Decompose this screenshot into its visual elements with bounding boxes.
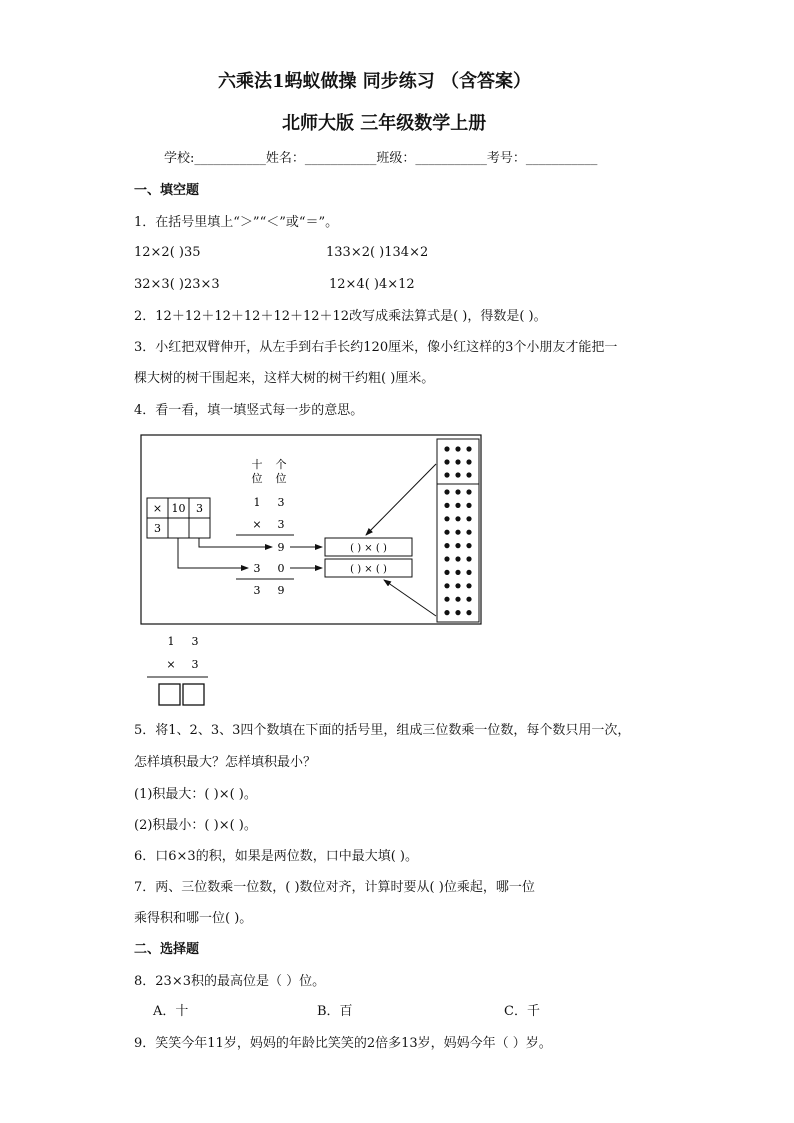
dot-bottom (444, 543, 449, 548)
dot-top (444, 472, 449, 477)
dot-bottom (466, 530, 471, 535)
result-tens: 3 (253, 584, 261, 597)
q5-line-2: 怎样填积最大？怎样填积最小？ (134, 755, 317, 770)
dot-bottom (444, 556, 449, 561)
dot-bottom (455, 570, 460, 575)
arrow-grid-to-30 (178, 538, 248, 568)
mini-multiplicand-tens: 1 (167, 635, 175, 648)
dot-top (444, 446, 449, 451)
arrow-grid-to-9 (199, 538, 272, 547)
arrow-dots-top-to-box1 (366, 464, 436, 535)
mini-answer-box-ones[interactable] (183, 684, 204, 705)
dot-bottom (455, 543, 460, 548)
q2-text[interactable]: 2．12＋12＋12＋12＋12＋12＋12改写成乘法算式是( )，得数是( )。 (134, 309, 547, 324)
dot-bottom (455, 597, 460, 602)
multiplier-sign: × (252, 518, 262, 531)
q5-answer-max[interactable]: (1)积最大：( )×( )。 (134, 787, 257, 802)
dot-bottom (444, 516, 449, 521)
dot-bottom (466, 610, 471, 615)
dot-top (466, 472, 471, 477)
page-title: 六乘法1蚂蚁做操 同步练习 （含答案） (218, 71, 532, 92)
section-heading-fill: 一、填空题 (134, 183, 200, 198)
dot-bottom (455, 610, 460, 615)
dot-bottom (444, 530, 449, 535)
q8-option-c[interactable]: C．千 (504, 1004, 540, 1019)
q1-item-2[interactable]: 133×2( )134×2 (326, 245, 429, 260)
ones-place-label-1: 个 (275, 458, 287, 471)
dot-top (466, 459, 471, 464)
multiplier-digit: 3 (277, 518, 285, 531)
dot-bottom (444, 489, 449, 494)
grid-one: 3 (196, 502, 203, 515)
multiplicand-tens: 1 (253, 496, 261, 509)
mini-multiplier-sign: × (166, 658, 176, 671)
dot-bottom (444, 503, 449, 508)
dot-bottom (466, 489, 471, 494)
page-subtitle: 北师大版 三年级数学上册 (282, 113, 487, 134)
q1-item-4[interactable]: 12×4( )4×12 (329, 277, 415, 292)
student-info-line[interactable]: 学校:___________姓名：___________班级：___________考号：___________ (164, 151, 598, 166)
dot-top (455, 472, 460, 477)
dot-bottom (466, 597, 471, 602)
q7-line-2[interactable]: 乘得积和哪一位( )。 (134, 911, 253, 926)
dot-top (455, 459, 460, 464)
q3-line-1: 3．小红把双臂伸开，从左手到右手长约120厘米，像小红这样的3个小朋友才能把一 (134, 340, 618, 355)
dot-bottom (466, 503, 471, 508)
result-ones: 9 (277, 584, 285, 597)
dot-bottom (466, 583, 471, 588)
q7-line-1[interactable]: 7．两、三位数乘一位数，( )数位对齐，计算时要从( )位乘起，哪一位 (134, 880, 535, 895)
mini-multiplier-digit: 3 (191, 658, 199, 671)
dot-bottom (466, 543, 471, 548)
dot-bottom (455, 489, 460, 494)
dot-top (455, 446, 460, 451)
dot-bottom (466, 570, 471, 575)
q6-text[interactable]: 6．口6×3的积，如果是两位数，口中最大填( )。 (134, 849, 418, 864)
arrow-dots-bottom-to-box2 (384, 580, 436, 616)
multiplicand-ones: 3 (277, 496, 285, 509)
mini-answer-box-tens[interactable] (159, 684, 180, 705)
q1-item-3[interactable]: 32×3( )23×3 (134, 277, 220, 292)
section-heading-choice: 二、选择题 (134, 942, 200, 957)
dot-bottom (444, 583, 449, 588)
dot-bottom (455, 503, 460, 508)
answer-box-2-text: ( ) × ( ) (350, 564, 387, 575)
dot-bottom (455, 556, 460, 561)
dot-bottom (466, 516, 471, 521)
dot-bottom (444, 570, 449, 575)
grid-multiplier: 3 (154, 522, 161, 535)
q1-text: 1．在括号里填上“＞”“＜”或“＝”。 (134, 215, 339, 230)
dot-array-panel (437, 439, 479, 622)
q9-text: 9．笑笑今年11岁，妈妈的年龄比笑笑的2倍多13岁，妈妈今年（ ）岁。 (134, 1036, 552, 1051)
q5-answer-min[interactable]: (2)积最小：( )×( )。 (134, 818, 257, 833)
q8-text: 8．23×3积的最高位是（ ）位。 (134, 974, 326, 989)
q1-item-1[interactable]: 12×2( )35 (134, 245, 201, 260)
tens-place-label-1: 十 (251, 458, 263, 471)
ones-place-label-2: 位 (275, 472, 287, 485)
dot-top (444, 459, 449, 464)
q5-line-1: 5．将1、2、3、3四个数填在下面的括号里，组成三位数乘一位数，每个数只用一次， (134, 723, 631, 738)
q4-text: 4．看一看，填一填竖式每一步的意思。 (134, 403, 364, 418)
q3-line-2[interactable]: 棵大树的树干围起来，这样大树的树干约粗( )厘米。 (134, 371, 435, 386)
mini-vertical-calc (145, 633, 210, 709)
tens-place-label-2: 位 (251, 472, 263, 485)
answer-box-1-text: ( ) × ( ) (350, 543, 387, 554)
dot-top (466, 446, 471, 451)
q8-option-a[interactable]: A．十 (153, 1004, 189, 1019)
grid-times: × (152, 502, 163, 515)
mini-multiplicand-ones: 3 (191, 635, 199, 648)
dot-bottom (444, 597, 449, 602)
partial-product-2-tens: 3 (253, 562, 261, 575)
dot-bottom (455, 530, 460, 535)
figure-frame (141, 435, 481, 624)
dot-bottom (444, 610, 449, 615)
vertical-multiplication-figure (140, 434, 485, 627)
partial-product-2-ones: 0 (277, 562, 285, 575)
partial-product-1: 9 (277, 541, 285, 554)
dot-bottom (455, 516, 460, 521)
dot-bottom (466, 556, 471, 561)
dot-bottom (455, 583, 460, 588)
grid-ten: 10 (171, 502, 186, 515)
q8-option-b[interactable]: B．百 (317, 1004, 353, 1019)
